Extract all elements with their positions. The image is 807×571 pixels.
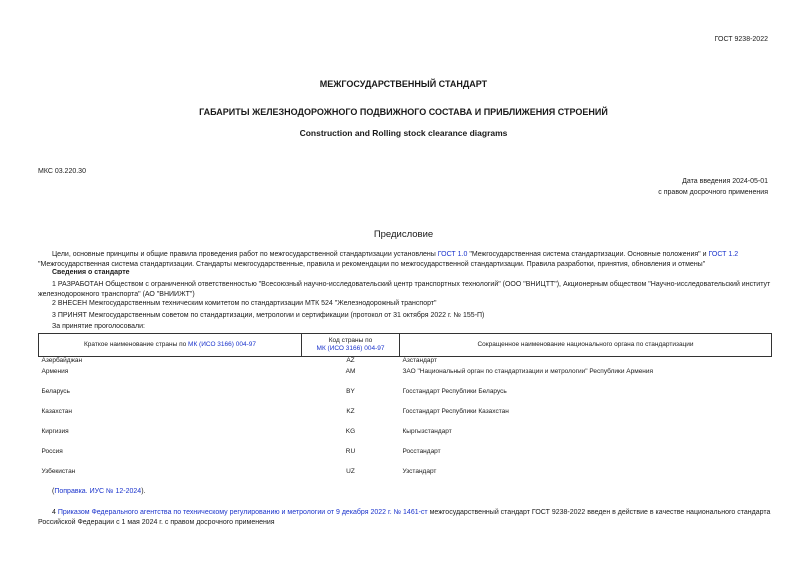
table-row: [39, 368, 772, 388]
org-cell: Азстандарт: [400, 357, 772, 368]
table-row: [39, 357, 772, 368]
org-cell: Госстандарт Республики Беларусь: [402, 387, 507, 395]
rosstandart-order-link[interactable]: Приказом Федерального агентства по техническому регулированию и метрологии от 9 декабря 2022 г. № 1461-ст: [57, 509, 428, 516]
p1-text-a: Цели, основные принципы и общие правила проведения работ по межгосударственной стандартизации установлены: [52, 251, 438, 258]
interstate-standard-heading: МЕЖГОСУДАРСТВЕННЫЙ СТАНДАРТ: [319, 79, 488, 89]
table-header-row: [39, 334, 772, 357]
preface-heading: Предисловие: [373, 229, 434, 240]
adopted-by-paragraph: 3 ПРИНЯТ Межгосударственным советом по стандартизации, метрологии и сертификации (протокол от 31 октября 2022 г. № 155-П): [52, 312, 485, 319]
p6-text: межгосударственный стандарт ГОСТ 9238-2022 введен в действие в качестве национального стандарта Российской Федерации с 1 мая 2024 г. с правом досрочного применения: [38, 509, 771, 526]
country-cell: Беларусь: [41, 387, 70, 395]
p1-text-b: "Межгосударственная система стандартизации. Основные положения" и: [467, 251, 709, 258]
gost-1-0-link[interactable]: ГОСТ 1.0: [437, 251, 468, 258]
country-cell: Узбекистан: [41, 467, 76, 475]
mk-iso-3166-link-2[interactable]: МК (ИСО 3166) 004-97: [316, 345, 385, 352]
amendment-open: (: [52, 488, 55, 495]
introduction-date: Дата введения 2024-05-01: [682, 178, 768, 185]
country-cell: Армения: [41, 367, 69, 375]
voting-countries-table: [38, 333, 772, 480]
standards-body-header: Сокращенное наименование национального органа по стандартизации: [400, 334, 772, 357]
code-header-text: Код страны по: [328, 337, 373, 344]
org-cell: Росстандарт: [402, 447, 441, 455]
enactment-paragraph: [38, 508, 773, 527]
introduced-by-paragraph: 2 ВНЕСЕН Межгосударственным техническим комитетом по стандартизации МТК 524 "Железнодорожный транспорт": [52, 300, 437, 307]
country-cell: Киргизия: [41, 427, 69, 435]
voted-for-label: За принятие проголосовали:: [52, 323, 145, 330]
table-row: [39, 468, 772, 480]
early-use-note: с правом досрочного применения: [658, 189, 768, 196]
country-cell: Азербайджан: [39, 357, 302, 368]
country-header-text: Краткое наименование страны по: [84, 341, 189, 348]
org-cell: Узстандарт: [402, 467, 437, 475]
developed-by-paragraph: 1 РАЗРАБОТАН Обществом с ограниченной ответственностью "Всесоюзный научно-исследовательский центр транспортных технологий" (ООО "ВНИЦТТ"), Акционерным обществом "Научно-исследовательский институт железнодорожного транспорта" (АО "ВНИИЖТ"): [38, 281, 771, 298]
org-cell: Кыргызстандарт: [402, 427, 452, 435]
p6-number: 4: [52, 509, 58, 516]
english-title: Construction and Rolling stock clearance diagrams: [299, 128, 508, 138]
code-cell: UZ: [346, 467, 355, 475]
code-cell: KZ: [346, 407, 355, 415]
amendment-note: [52, 487, 787, 497]
code-cell: AZ: [302, 357, 400, 368]
table-row: [39, 448, 772, 468]
table-row: [39, 388, 772, 408]
code-cell: AM: [345, 367, 356, 375]
country-code-header: [302, 334, 400, 357]
mk-iso-3166-link[interactable]: МК (ИСО 3166) 004-97: [188, 341, 256, 348]
gost-1-2-link[interactable]: ГОСТ 1.2: [708, 251, 739, 258]
country-cell: Казахстан: [41, 407, 72, 415]
code-cell: RU: [345, 447, 356, 455]
code-cell: KG: [345, 427, 356, 435]
mks-code: МКС 03.220.30: [38, 168, 86, 175]
country-cell: Россия: [41, 447, 63, 455]
document-number: ГОСТ 9238-2022: [714, 36, 768, 43]
p1-text-c: "Межгосударственная система стандартизации. Стандарты межгосударственные, правила и рекомендации по межгосударственной стандартизации. Правила разработки, принятия, обновления и отмены": [38, 260, 706, 268]
standard-info-heading: Сведения о стандарте: [52, 269, 130, 276]
org-cell: Госстандарт Республики Казахстан: [402, 407, 509, 415]
code-cell: BY: [346, 387, 355, 395]
table-row: [39, 428, 772, 448]
document-title: ГАБАРИТЫ ЖЕЛЕЗНОДОРОЖНОГО ПОДВИЖНОГО СОСТАВА И ПРИБЛИЖЕНИЯ СТРОЕНИЙ: [199, 107, 608, 117]
org-cell: ЗАО "Национальный орган по стандартизации и метрологии" Республики Армения: [402, 367, 654, 375]
country-name-header: [39, 334, 302, 357]
preface-paragraph-1: [38, 250, 773, 269]
amendment-close: ).: [141, 488, 146, 495]
table-row: [39, 408, 772, 428]
amendment-link[interactable]: Поправка. ИУС № 12-2024: [54, 488, 142, 495]
